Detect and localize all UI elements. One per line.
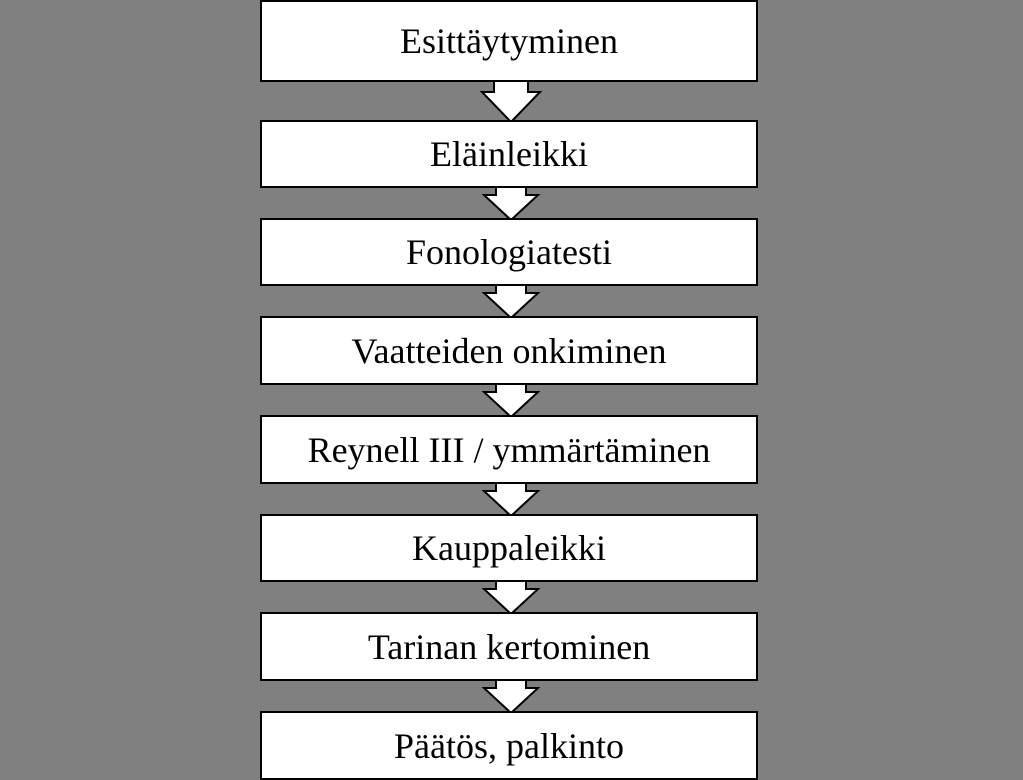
step-label: Tarinan kertominen <box>367 626 651 667</box>
step-box-clothes-fishing <box>260 316 758 385</box>
down-arrow-icon <box>482 80 540 122</box>
down-arrow-icon <box>484 580 538 614</box>
down-arrow-icon <box>484 482 538 516</box>
step-box-animal-play <box>260 120 758 188</box>
step-label: Päätös, palkinto <box>394 725 624 766</box>
step-box-introduction <box>260 0 758 82</box>
down-arrow-icon <box>484 383 538 417</box>
step-label: Kauppaleikki <box>412 528 606 568</box>
step-label: Esittäytyminen <box>400 21 618 61</box>
down-arrow-icon <box>484 186 538 220</box>
step-box-shop-play <box>260 514 758 582</box>
step-box-reynell-comprehension <box>260 415 758 484</box>
step-box-phonology-test <box>260 218 758 286</box>
down-arrow-icon <box>484 284 538 318</box>
down-arrow-icon <box>484 679 538 713</box>
step-label: Reynell III / ymmärtäminen <box>307 429 711 470</box>
step-box-conclusion-reward <box>260 711 758 780</box>
step-box-storytelling <box>260 612 758 681</box>
step-label: Eläinleikki <box>430 134 588 174</box>
step-label: Vaatteiden onkiminen <box>351 330 667 371</box>
step-label: Fonologiatesti <box>406 232 612 272</box>
